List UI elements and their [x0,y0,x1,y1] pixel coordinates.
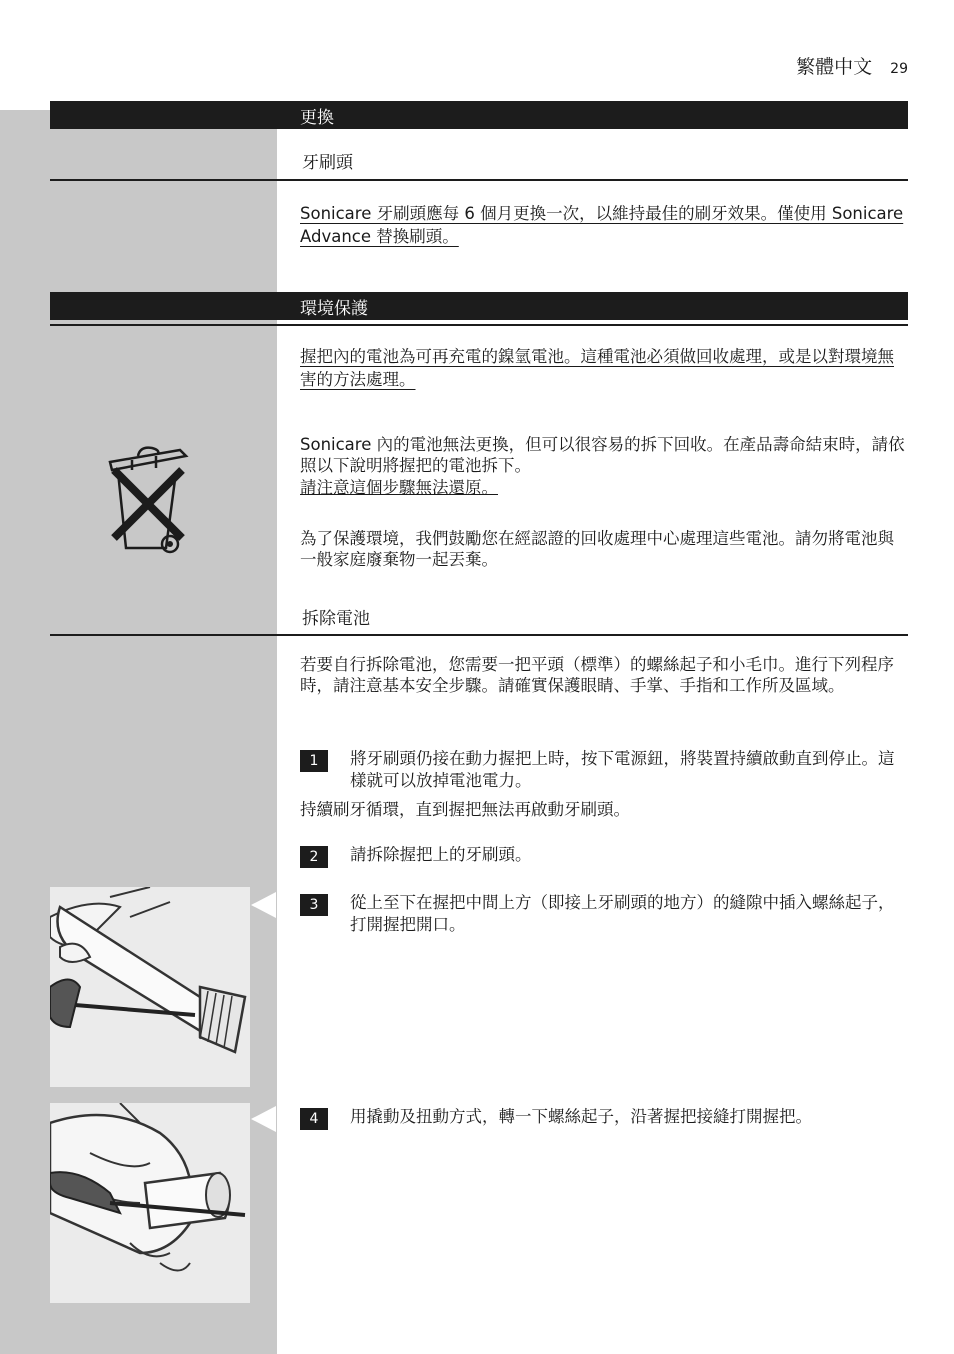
environment-paragraph-2-text: Sonicare 內的電池無法更換，但可以很容易的拆下回收。在產品壽命結束時，請依照以下說明將握把的電池拆下。 [300,435,905,476]
section-bar-environment [50,292,908,320]
subtitle-brush-head: 牙刷頭 [302,153,353,173]
step-number: 4 [300,1108,328,1130]
illustration-pry-open-handle [50,1103,250,1303]
environment-paragraph-1: 握把內的電池為可再充電的鎳氫電池。這種電池必須做回收處理，或是以對環境無害的方法處理。 [300,347,894,390]
step-number: 1 [300,750,328,772]
environment-paragraph-2 [300,434,910,498]
step-text: 用撬動及扭動方式，轉一下螺絲起子，沿著握把接縫打開握把。 [350,1107,812,1126]
section-rule [50,634,908,636]
step-number: 3 [300,894,328,916]
step-text: 請拆除握把上的牙刷頭。 [350,845,532,864]
section-title-replacement: 更換 [300,108,334,128]
step-number: 2 [300,846,328,868]
header-language: 繁體中文 [796,56,873,78]
callout-pointer [251,1106,276,1132]
callout-pointer [251,892,276,918]
step-1 [300,748,910,793]
step-text: 將牙刷頭仍接在動力握把上時，按下電源鈕，將裝置持續啟動直到停止。這樣就可以放掉電池電力。 [350,749,895,791]
page-number: 29 [890,61,908,77]
step-3 [300,892,910,937]
environment-paragraph-3: 為了保護環境，我們鼓勵您在經認證的回收處理中心處理這些電池。請勿將電池與一般家庭廢棄物一起丟棄。 [300,529,894,570]
hand-prying-handle-icon [50,1103,250,1303]
replacement-paragraph: Sonicare 牙刷頭應每 6 個月更換一次，以維持最佳的刷牙效果。僅使用 Sonicare Advance 替換刷頭。 [300,204,904,247]
page-header [796,52,908,79]
illustration-insert-screwdriver [50,887,250,1087]
section-rule [50,324,908,326]
step-text: 從上至下在握把中間上方（即接上牙刷頭的地方）的縫隙中插入螺絲起子，打開握把開口。 [350,893,895,935]
step-2 [300,844,910,868]
section-title-environment: 環境保護 [300,299,368,319]
step-4 [300,1106,910,1130]
hand-handle-screwdriver-icon [50,887,250,1087]
crossed-out-wheelie-bin-icon [100,440,200,560]
step-1-continued: 持續刷牙循環，直到握把無法再啟動牙刷頭。 [300,800,630,819]
removal-intro: 若要自行拆除電池，您需要一把平頭（標準）的螺絲起子和小毛巾。進行下列程序時，請注意基本安全步驟。請確實保護眼睛、手掌、手指和工作所及區域。 [300,655,894,696]
section-rule [50,179,908,181]
subtitle-removing-battery: 拆除電池 [302,609,370,629]
environment-warning-irreversible: 請注意這個步驟無法還原。 [300,477,498,497]
section-bar-replacement [50,101,908,129]
